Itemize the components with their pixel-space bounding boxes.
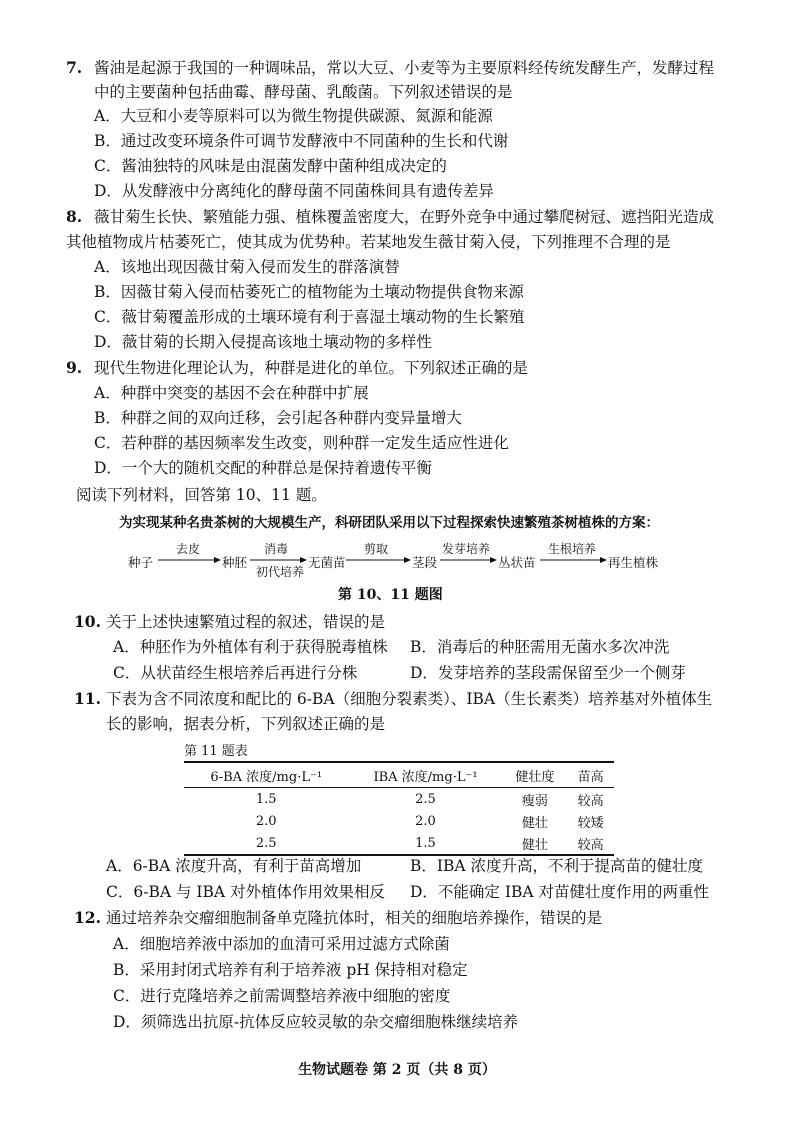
flow-node-stem-segment: 茎段 xyxy=(412,555,438,570)
table-header-robustness: 健壮度 xyxy=(515,769,555,785)
q7-option-d: D．从发酵液中分离纯化的酵母菌不同菌株间具有遗传差异 xyxy=(94,182,494,200)
table-cell: 1.5 xyxy=(255,791,277,807)
propagation-flow-diagram xyxy=(128,540,688,579)
q7-stem-line1: 酱油是起源于我国的一种调味品，常以大豆、小麦等为主要原料经传统发酵生产，发酵过程 xyxy=(94,59,715,77)
q11-stem-line2: 长的影响，据表分析，下列叙述正确的是 xyxy=(106,715,386,733)
q12-option-a: A．细胞培养液中添加的血清可采用过滤方式除菌 xyxy=(113,935,450,953)
q12-option-c: C．进行克隆培养之前需调整培养液中细胞的密度 xyxy=(113,987,451,1005)
table-cell: 2.0 xyxy=(255,813,277,829)
flow-label-sprouting-culture: 发芽培养 xyxy=(442,542,491,556)
q10-option-d: D．发芽培养的茎段需保留至少一个侧芽 xyxy=(410,664,686,682)
table-header-iba: IBA 浓度/mg·L⁻¹ xyxy=(373,769,478,785)
q9-stem-line1: 现代生物进化理论认为，种群是进化的单位。下列叙述正确的是 xyxy=(94,359,529,377)
q9-option-b: B．种群之间的双向迁移，会引起各种群内变异量增大 xyxy=(94,409,462,427)
q8-number: 8. xyxy=(66,207,83,226)
table-row xyxy=(184,788,614,811)
q7-stem-line2: 中的主要菌种包括曲霉、酵母菌、乳酸菌。下列叙述错误的是 xyxy=(94,83,513,101)
table-cell: 2.0 xyxy=(415,813,436,829)
table-cell: 2.5 xyxy=(415,791,436,807)
q11-option-d: D．不能确定 IBA 对苗健壮度作用的两重性 xyxy=(410,883,709,901)
flow-label-rooting-culture: 生根培养 xyxy=(548,542,597,556)
flow-label-disinfect: 消毒 xyxy=(264,542,289,556)
table-row xyxy=(184,810,614,832)
flow-node-seed: 种子 xyxy=(128,555,154,570)
q11-table-title: 第 11 题表 xyxy=(184,744,248,759)
table-cell: 较矮 xyxy=(577,815,604,831)
flow-node-regenerated-plant: 再生植株 xyxy=(608,555,659,570)
q9-option-a: A．种群中突变的基因不会在种群中扩展 xyxy=(94,384,369,402)
q11-stem-line1: 下表为含不同浓度和配比的 6-BA（细胞分裂素类）、IBA（生长素类）培养基对外植体生 xyxy=(106,690,713,708)
material-intro: 为实现某种名贵茶树的大规模生产，科研团队采用以下过程探索快速繁殖茶树植株的方案： xyxy=(119,515,659,531)
flow-label-cut: 剪取 xyxy=(364,542,389,556)
q11-number: 11. xyxy=(74,689,101,708)
q11-option-b: B．IBA 浓度升高，不利于提高苗的健壮度 xyxy=(410,857,704,875)
q10-stem-line1: 关于上述快速繁殖过程的叙述，错误的是 xyxy=(106,613,386,631)
q10-option-c: C．从状苗经生根培养后再进行分株 xyxy=(113,664,358,682)
flow-node-embryo: 种胚 xyxy=(222,555,248,570)
q12-stem-line1: 通过培养杂交瘤细胞制备单克隆抗体时，相关的细胞培养操作，错误的是 xyxy=(106,909,603,927)
q11-table-block xyxy=(184,740,614,856)
flow-label-initial-culture: 初代培养 xyxy=(256,565,305,579)
q8-stem-line2: 其他植物成片枯萎死亡，使其成为优势种。若某地发生薇甘菊入侵，下列推理不合理的是 xyxy=(66,233,671,251)
q10-number: 10. xyxy=(74,612,101,631)
table-header-row xyxy=(184,762,614,788)
table-header-height: 苗高 xyxy=(577,769,604,785)
q8-option-b: B．因薇甘菊入侵而枯萎死亡的植物能为土壤动物提供食物来源 xyxy=(94,283,524,301)
table-cell: 2.5 xyxy=(255,835,277,851)
table-cell: 1.5 xyxy=(415,835,436,851)
flow-node-cluster-shoots: 丛状苗 xyxy=(498,555,536,570)
q9-option-c: C．若种群的基因频率发生改变，则种群一定发生适应性进化 xyxy=(94,434,509,452)
table-header-6ba: 6-BA 浓度/mg·L⁻¹ xyxy=(210,769,323,785)
q8-option-d: D．薇甘菊的长期入侵提高该地土壤动物的多样性 xyxy=(94,333,432,351)
q11-data-table xyxy=(184,761,614,856)
q7-option-a: A．大豆和小麦等原料可以为微生物提供碳源、氮源和能源 xyxy=(94,107,493,125)
flow-label-peel: 去皮 xyxy=(176,542,201,556)
q12-option-d: D．须筛选出抗原-抗体反应较灵敏的杂交瘤细胞株继续培养 xyxy=(113,1013,519,1031)
figure-caption: 第 10、11 题图 xyxy=(338,587,443,603)
table-cell: 瘦弱 xyxy=(521,793,548,809)
flow-node-sterile-seedling: 无菌苗 xyxy=(308,555,346,570)
material-heading: 阅读下列材料，回答第 10、11 题。 xyxy=(76,486,327,504)
table-row xyxy=(184,832,614,855)
q7-number: 7. xyxy=(66,58,83,77)
table-cell: 健壮 xyxy=(521,815,548,831)
q11-option-c: C．6-BA 与 IBA 对外植体作用效果相反 xyxy=(106,883,386,901)
q7-option-c: C．酱油独特的风味是由混菌发酵中菌种组成决定的 xyxy=(94,157,447,175)
q10-option-a: A．种胚作为外植体有利于获得脱毒植株 xyxy=(113,638,388,656)
q7-option-b: B．通过改变环境条件可调节发酵液中不同菌种的生长和代谢 xyxy=(94,132,509,150)
q8-stem-line1: 薇甘菊生长快、繁殖能力强、植株覆盖密度大，在野外竞争中通过攀爬树冠、遮挡阳光造成 xyxy=(94,208,715,226)
page-footer: 生物试题卷 第 2 页（共 8 页） xyxy=(298,1062,496,1078)
q8-option-a: A．该地出现因薇甘菊入侵而发生的群落演替 xyxy=(94,258,400,276)
table-cell: 健壮 xyxy=(521,837,548,853)
q12-number: 12. xyxy=(74,908,101,927)
q8-option-c: C．薇甘菊覆盖形成的土壤环境有利于喜湿土壤动物的生长繁殖 xyxy=(94,308,525,326)
q9-number: 9. xyxy=(66,358,83,377)
q10-option-b: B．消毒后的种胚需用无菌水多次冲洗 xyxy=(410,638,670,656)
q9-option-d: D．一个大的随机交配的种群总是保持着遗传平衡 xyxy=(94,459,432,477)
q12-option-b: B．采用封闭式培养有利于培养液 pH 保持相对稳定 xyxy=(113,961,468,979)
q11-option-a: A．6-BA 浓度升高，有利于苗高增加 xyxy=(106,857,362,875)
table-cell: 较高 xyxy=(577,837,604,853)
table-cell: 较高 xyxy=(577,793,604,809)
flow-arrows xyxy=(128,540,688,576)
